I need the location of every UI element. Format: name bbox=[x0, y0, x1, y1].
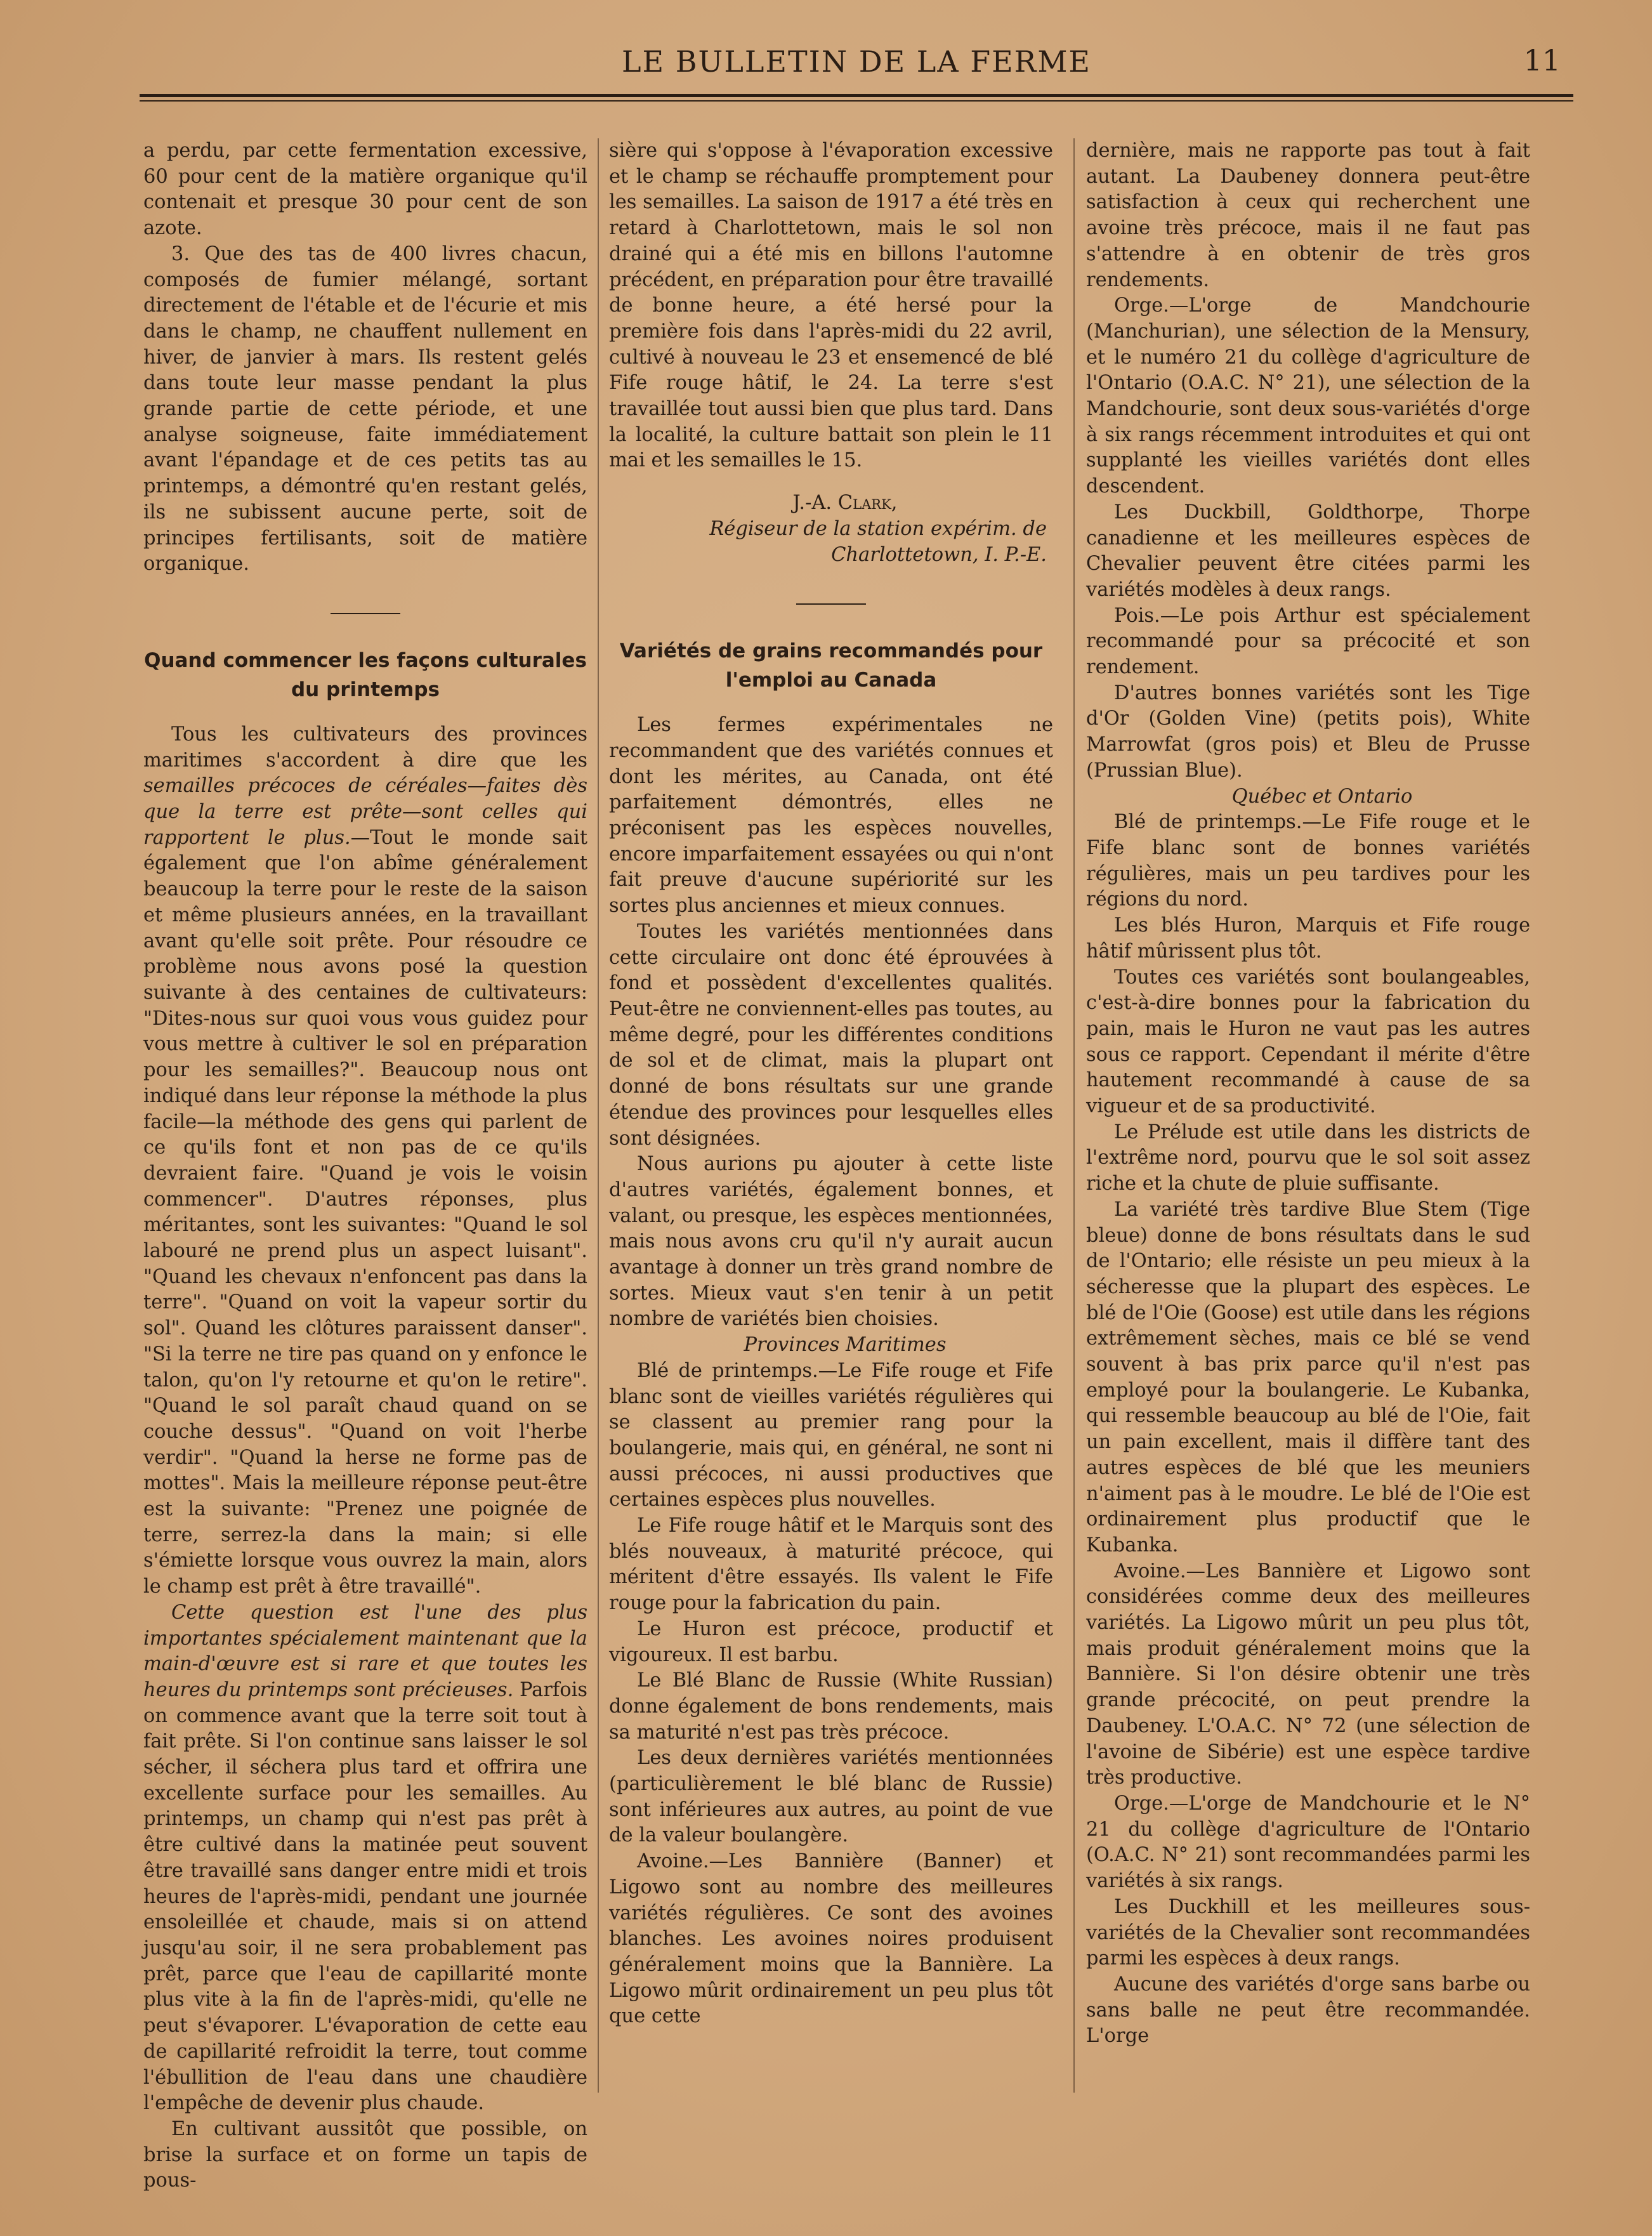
paragraph: Le Fife rouge hâtif et le Marquis sont des blés nouveaux, à maturité précoce, qui méritent d'être essayés. Ils valent le Fife rouge pour la fabrication du pain. bbox=[609, 1515, 1053, 1615]
paragraph: Les deux dernières variétés mentionnées (particulièrement le blé blanc de Russie) sont inférieures aux autres, au point de vue de la valeur boulangère. bbox=[609, 1747, 1053, 1847]
paragraph: En cultivant aussitôt que possible, on brise la surface et on forme un tapis de pous- bbox=[143, 2117, 587, 2192]
article-heading bbox=[609, 636, 1053, 695]
paragraph: Nous aurions pu ajouter à cette liste d'autres variétés, également bonnes, et valant, ou presque, les espèces mentionnées, mais nous avons cru qu'il n'y aurait aucun avantage à donner un très grand nombre de sortes. Mieux vaut s'en tenir à un petit nombre de variétés bien choisies. bbox=[609, 1153, 1053, 1331]
paragraph: Le Blé Blanc de Russie (White Russian) donne également de bons rendements, mais sa maturité n'est pas très précoce. bbox=[609, 1669, 1053, 1744]
heading-line: l'emploi au Canada bbox=[725, 669, 937, 692]
paragraph: Les blés Huron, Marquis et Fife rouge hâtif mûrissent plus tôt. bbox=[1086, 914, 1530, 963]
text-span: Tous les cultivateurs des provinces maritimes s'accordent à dire que les bbox=[143, 723, 587, 772]
column-3 bbox=[1086, 138, 1530, 2049]
paragraph: a perdu, par cette fermentation excessive, 60 pour cent de la matière organique qu'il contenait et presque 30 pour cent de son azote. bbox=[143, 140, 587, 240]
paragraph bbox=[143, 722, 587, 1600]
paragraph: Toutes ces variétés sont boulangeables, c'est-à-dire bonnes pour la fabrication du pain, mais le Huron ne vaut pas les autres sous ce rapport. Cependant il mérite d'être hautement recommandé à cause de sa vigueur et de sa productivité. bbox=[1086, 966, 1530, 1118]
signature-role: Charlottetown, I. P.-E. bbox=[831, 543, 1047, 566]
paragraph: Avoine.—Les Bannière (Banner) et Ligowo sont au nombre des meilleures variétés régulières. Ce sont des avoines blanches. Les avoines noires produisent généralement moins que la Bannière. La Ligowo mûrit ordinairement un peu plus tôt que cette bbox=[609, 1850, 1053, 2028]
signature-role: Régiseur de la station expérim. de bbox=[709, 517, 1047, 540]
italic-text: semailles précoces de céréales—faites dès que la terre est prête—sont celles qui rapportent le plus. bbox=[143, 775, 587, 849]
paragraph: Les Duckbill, Goldthorpe, Thorpe canadienne et les meilleures espèces de Chevalier peuvent être citées parmi les variétés modèles à deux rangs. bbox=[1086, 501, 1530, 601]
paragraph bbox=[143, 1600, 587, 2117]
paragraph: Pois.—Le pois Arthur est spécialement recommandé pour sa précocité et son rendement. bbox=[1086, 604, 1530, 679]
heading-line: du printemps bbox=[291, 678, 440, 701]
paragraph: sière qui s'oppose à l'évaporation excessive et le champ se réchauffe promptement pour les semailles. La saison de 1917 a été très en retard à Charlottetown, mais le sol non drainé qui a été mis en billons l'automne précédent, en préparation pour être travaillé de bonne heure, a été hersé pour la première fois dans l'après-midi du 22 avril, cultivé à nouveau le 23 et ensemencé de blé Fife rouge hâtif, le 24. La terre s'est travaillée tout aussi bien que plus tard. Dans la localité, la culture battait son plein le 11 mai et les semailles le 15. bbox=[609, 140, 1053, 472]
italic-text: Cette question est l'une des plus importantes spécialement maintenant que la main-d'œuvre est si rare et que toutes les heures du printemps sont précieuses. bbox=[143, 1601, 587, 1701]
paragraph: La variété très tardive Blue Stem (Tige bleue) donne de bons résultats dans le sud de l'Ontario; elle résiste un peu mieux à la sécheresse que la plupart des espèces. Le blé de l'Oie (Goose) est utile dans les régions extrêmement sèches, mais ce blé se vend souvent à bas prix parce qu'il n'est pas employé pour la boulangerie. Le Kubanka, qui ressemble beaucoup au blé de l'Oie, fait un pain excellent, mais il diffère tant des autres espèces de blé que les meuniers n'aiment pas à le moudre. Le blé de l'Oie est ordinairement plus productif que le Kubanka. bbox=[1086, 1198, 1530, 1556]
text-span: Parfois on commence avant que la terre soit tout à fait prête. Si l'on continue sans laisser le sol sécher, il séchera plus tard et offrira une excellente surface pour les semailles. Au printemps, un champ qui n'est pas prêt à être cultivé dans la matinée peut souvent être travaillé sans danger entre midi et trois heures de l'après-midi, pendant une journée ensoleillée et chaude, mais si on attend jusqu'au soir, il ne sera probablement pas prêt, parce que l'eau de capillarité monte plus vite à la fin de l'après-midi, qu'elle ne peut s'évaporer. L'évaporation de cette eau de capillarité refroidit la terre, tout comme l'ébullition de l'eau dans une chaudière l'empêche de devenir plus chaude. bbox=[143, 1678, 588, 2115]
paragraph: Les fermes expérimentales ne recommandent que des variétés connues et dont les mérites, au Canada, ont été parfaitement démontrés, elles ne préconisent pas les espèces nouvelles, encore imparfaitement essayées ou qui n'ont fait preuve d'aucune supériorité sur les sortes plus anciennes et mieux connues. bbox=[609, 714, 1053, 917]
section-separator bbox=[796, 603, 866, 605]
paragraph: Blé de printemps.—Le Fife rouge et le Fife blanc sont de bonnes variétés régulières, mais un peu tardives pour les régions du nord. bbox=[1086, 811, 1530, 911]
paragraph: Toutes les variétés mentionnées dans cette circulaire ont donc été éprouvées à fond et possèdent d'excellentes qualités. Peut-être ne conviennent-elles pas toutes, au même degré, pour les différentes conditions de sol et de climat, mais la plupart ont donné de bons résultats sur une grande étendue des provinces pour lesquelles elles sont désignées. bbox=[609, 920, 1053, 1150]
paragraph: D'autres bonnes variétés sont les Tige d'Or (Golden Vine) (petits pois), White Marrowfat (gros pois) et Bleu de Prusse (Prussian Blue). bbox=[1086, 681, 1530, 782]
paragraph: Orge.—L'orge de Mandchourie (Manchurian), une sélection de la Mensury, et le numéro 21 du collège d'agriculture de l'Ontario (O.A.C. N° 21), une sélection de la Mandchourie, sont deux sous-variétés d'orge à six rangs récemment introduites et qui ont supplanté les vieilles variétés dont elles descendent. bbox=[1086, 294, 1530, 498]
paragraph: Aucune des variétés d'orge sans barbe ou sans balle ne peut être recommandée. L'orge bbox=[1086, 1973, 1530, 2048]
column-1 bbox=[143, 138, 587, 2194]
heading-line: Variétés de grains recommandés pour bbox=[619, 640, 1043, 663]
column-divider-right bbox=[1073, 138, 1075, 2093]
section-subheading: Provinces Maritimes bbox=[744, 1334, 947, 1357]
section-separator bbox=[331, 613, 400, 614]
paragraph: Les Duckhill et les meilleures sous-variétés de la Chevalier sont recommandées parmi les espèces à deux rangs. bbox=[1086, 1895, 1530, 1970]
column-divider-left bbox=[598, 138, 599, 2093]
publication-title: LE BULLETIN DE LA FERME bbox=[622, 44, 1091, 79]
signature-block bbox=[609, 490, 1053, 568]
header-rule-thin bbox=[140, 100, 1573, 102]
paragraph: Orge.—L'orge de Mandchourie et le N° 21 du collège d'agriculture de l'Ontario (O.A.C. N° 21) sont recommandées parmi les variétés à six rangs. bbox=[1086, 1792, 1530, 1893]
heading-line: Quand commencer les façons culturales bbox=[144, 648, 587, 672]
article-heading bbox=[143, 646, 587, 704]
column-2 bbox=[609, 138, 1053, 2030]
paragraph: Le Prélude est utile dans les districts de l'extrême nord, pourvu que le sol soit assez riche et la chute de pluie suffisante. bbox=[1086, 1121, 1530, 1195]
signature-name: J.-A. Clark, bbox=[792, 492, 898, 515]
paragraph: Blé de printemps.—Le Fife rouge et Fife blanc sont de vieilles variétés régulières qui se classent au premier rang pour la boulangerie, mais qui, en général, ne sont ni aussi précoces, ni aussi productives que certaines espèces plus nouvelles. bbox=[609, 1359, 1053, 1511]
paragraph: dernière, mais ne rapporte pas tout à fait autant. La Daubeney donnera peut-être satisfaction à ceux qui recherchent une avoine très précoce, mais il ne faut pas s'attendre à en obtenir de très gros rendements. bbox=[1086, 140, 1530, 291]
text-span: —Tout le monde sait également que l'on abîme généralement beaucoup la terre pour le reste de la saison et même plusieurs années, en la travaillant avant qu'elle soit prête. Pour résoudre ce problème nous avons posé la question suivante à des centaines de cultivateurs: "Dites-nous sur quoi vous vous guidez pour vous mettre à cultiver le sol en préparation pour les semailles?". Beaucoup nous ont indiqué dans leur réponse la méthode la plus facile—la méthode des gens qui parlent de ce qu'ils font et non pas de ce qu'ils devraient faire. "Quand je vois le voisin commencer". D'autres réponses, plus méritantes, sont les suivantes: "Quand le sol labouré ne prend plus un aspect luisant". "Quand les chevaux n'enfoncent pas dans la terre". "Quand on voit la vapeur sortir du sol". Quand les clôtures paraissent danser". "Si la terre ne tire pas quand on y enfonce le talon, qu'on l'y retourne et qu'on le retire". "Quand le sol paraît chaud quand on se couche dessus". "Quand on voit l'herbe verdir". "Quand la herse ne forme pas de mottes". Mais la meilleure réponse peut-être est la suivante: "Prenez une poignée de terre, serrez-la dans la main; si elle s'émiette lorsque vous ouvrez la main, alors le champ est prêt à être travaillé". bbox=[143, 826, 587, 1598]
paragraph: 3. Que des tas de 400 livres chacun, composés de fumier mélangé, sortant directement de l'étable et de l'écurie et mis dans le champ, ne chauffent nullement en hiver, de janvier à mars. Ils restent gelés dans toute leur masse pendant la plus grande partie de cette période, et une analyse soigneuse, faite immédiatement avant l'épandage et de ces petits tas au printemps, a démontré qu'en restant gelés, ils ne subissent aucune perte, soit de principes fertilisants, soit de matière organique. bbox=[143, 242, 587, 575]
paragraph: Avoine.—Les Bannière et Ligowo sont considérées comme deux des meilleures variétés. La Ligowo mûrit un peu plus tôt, mais produit généralement moins que la Bannière. Si l'on désire obtenir une très grande précocité, on peut prendre la Daubeney. L'O.A.C. N° 72 (une sélection de l'avoine de Sibérie) est une espèce tardive très productive. bbox=[1086, 1560, 1530, 1789]
header-rule-thick bbox=[140, 94, 1573, 97]
page-header bbox=[140, 39, 1573, 103]
section-subheading: Québec et Ontario bbox=[1231, 785, 1413, 808]
paragraph: Le Huron est précoce, productif et vigoureux. Il est barbu. bbox=[609, 1617, 1053, 1666]
page-number: 11 bbox=[1523, 43, 1561, 77]
